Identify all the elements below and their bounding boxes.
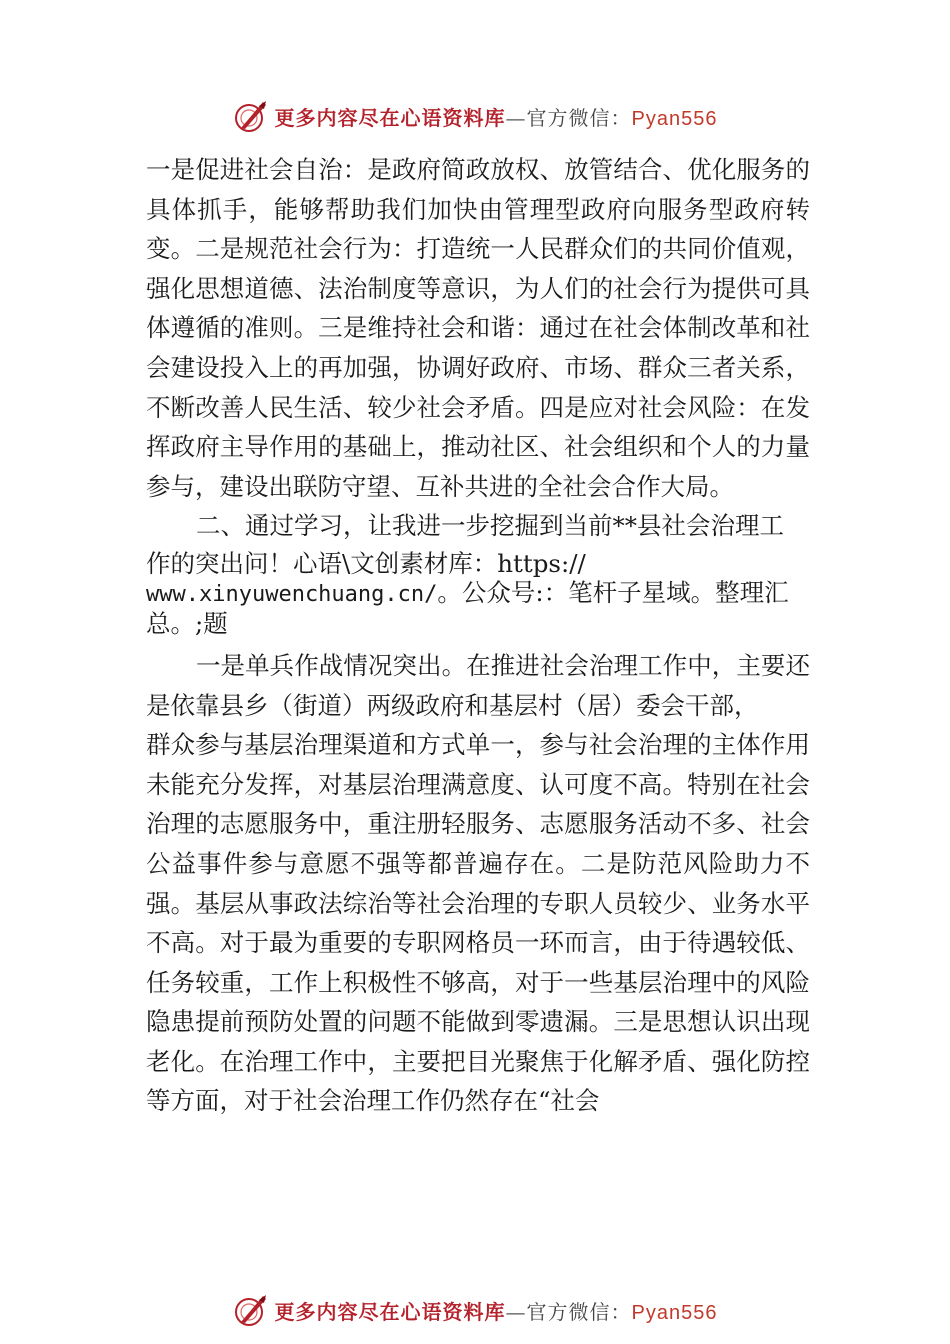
paragraph-3-rest: 群众参与基层治理渠道和方式单一，参与社会治理的主体作用未能充分发挥，对基层治理满意度、认可度不高。特别在社会治理的志愿服务中，重注册轻服务、志愿服务活动不多、社会公益事件参与意愿不强等都普遍存在。二是防范风险助力不强。基层从事政法综治等社会治理的专职人员较少、业务水平不高。对于最为重要的专职网格员一环而言，由于待遇较低、任务较重，工作上积极性不够高，对于一些基层治理中的风险隐患提前预防处置的问题不能做到零遗漏。三是思想认识出现老化。在治理工作中，主要把目光聚焦于化解矛盾、强化防控等方面，对于社会治理工作仍然存在“社会	[146, 730, 810, 1116]
footer-wechat-label: 官方微信：	[526, 1299, 632, 1324]
paragraph-1: 一是促进社会自治：是政府简政放权、放管结合、优化服务的具体抓手，能够帮助我们加快由管理型政府向服务型政府转变。二是规范社会行为：打造统一人民群众们的共同价值观，强化思想道德、法治制度等意识，为人们的社会行为提供可具体遵循的准则。三是维持社会和谐：通过在社会体制改革和社会建设投入上的再加强，协调好政府、市场、群众三者关系，不断改善人民生活、较少社会矛盾。四是应对社会风险：在发挥政府主导作用的基础上，推动社区、社会组织和个人的力量参与，建设出联防守望、互补共进的全社会合作大局。	[146, 155, 810, 501]
header-wechat-label: 官方微信：	[526, 105, 632, 130]
footer-wechat-id: Pyan556	[631, 1301, 718, 1324]
header-wechat-id: Pyan556	[631, 107, 718, 130]
footer-brand-text	[275, 1296, 718, 1325]
header-banner	[0, 96, 950, 136]
paragraph-2-line-2: 作的突出问！心语\文创素材库：https://	[146, 548, 586, 578]
header-dash: —	[505, 105, 527, 130]
paragraph-2-url: www.xinyuwenchuang.cn/	[146, 581, 438, 607]
paragraph-2-line-3: 。公众号:：笔杆子星域。整理汇	[437, 577, 789, 607]
quill-pen-logo-icon	[233, 98, 269, 134]
header-brand: 更多内容尽在心语资料库	[274, 105, 506, 130]
quill-pen-logo-icon	[233, 1292, 269, 1328]
paragraph-2-line-4: 总。;题	[146, 608, 228, 638]
document-body	[146, 150, 810, 1121]
paragraph-2-line-1: 二、通过学习，让我进一步挖掘到当前**县社会治理工	[196, 511, 784, 541]
paragraph-2-continuation	[146, 549, 810, 638]
paragraph-3-first: 一是单兵作战情况突出。在推进社会治理工作中，主要还是依靠县乡（街道）两级政府和基层村（居）委会干部，	[146, 650, 810, 720]
footer-brand: 更多内容尽在心语资料库	[274, 1299, 506, 1324]
header-brand-text	[275, 102, 718, 131]
footer-dash: —	[505, 1299, 527, 1324]
footer-banner	[0, 1290, 950, 1330]
